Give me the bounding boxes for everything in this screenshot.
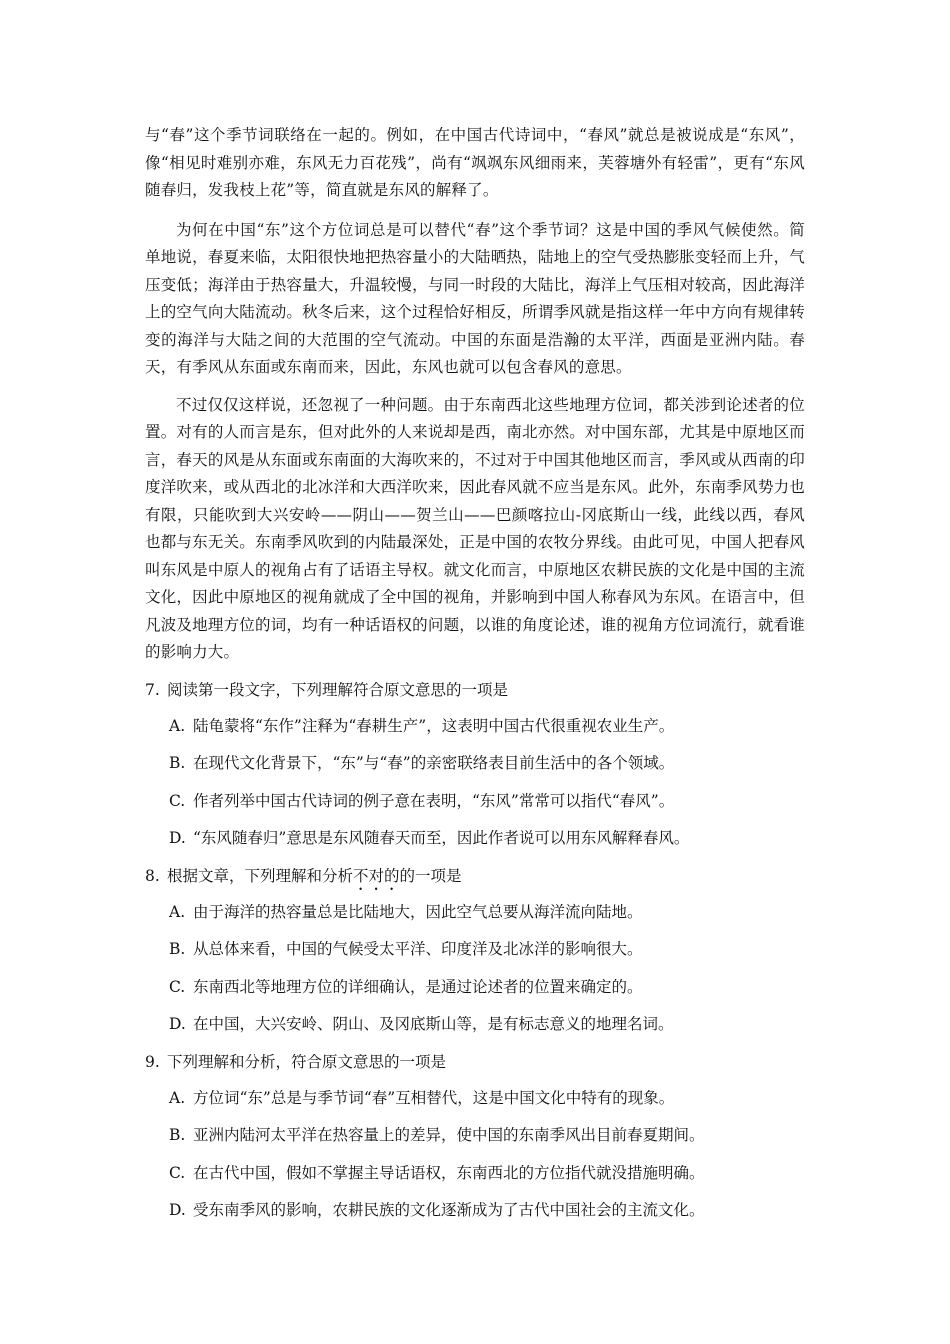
option-letter: C. — [169, 1163, 186, 1182]
question-number: 8. — [145, 866, 160, 885]
option-text: 亚洲内陆河太平洋在热容量上的差异，使中国的东南季风出目前春夏期间。 — [193, 1126, 705, 1144]
option-b[interactable] — [169, 752, 805, 790]
option-a[interactable] — [169, 1087, 805, 1125]
question-number: 7. — [145, 680, 160, 699]
option-d[interactable] — [169, 1199, 805, 1237]
option-text: “东风随春归”意思是东风随春天而至，因此作者说可以用东风解释春风。 — [193, 829, 690, 847]
option-text: 由于海洋的热容量总是比陆地大，因此空气总要从海洋流向陆地。 — [193, 902, 643, 921]
option-text: 方位词“东”总是与季节词“春”互相替代，这是中国文化中特有的现象。 — [193, 1088, 675, 1107]
option-d[interactable] — [169, 827, 805, 865]
option-letter: C. — [169, 791, 186, 810]
option-text: 作者列举中国古代诗词的例子意在表明，“东风”常常可以指代“春风”。 — [193, 791, 675, 810]
exam-page — [145, 122, 805, 1237]
option-text: 受东南季风的影响，农耕民族的文化逐渐成为了古代中国社会的主流文化。 — [193, 1201, 705, 1219]
emphasized-text: 不对的 — [353, 866, 400, 885]
question-7 — [145, 679, 805, 865]
option-c[interactable] — [169, 1162, 805, 1200]
option-text: 东南西北等地理方位的详细确认，是通过论述者的位置来确定的。 — [193, 977, 643, 996]
option-letter: A. — [169, 716, 186, 735]
question-8 — [145, 865, 805, 1051]
option-d[interactable] — [169, 1013, 805, 1051]
option-letter: B. — [169, 1126, 186, 1144]
option-letter: B. — [169, 754, 186, 772]
option-c[interactable] — [169, 790, 805, 828]
question-text-before: 根据文章，下列理解和分析 — [167, 866, 354, 885]
question-stem — [145, 1051, 805, 1087]
question-text: 阅读第一段文字，下列理解符合原文意思的一项是 — [167, 680, 509, 699]
option-letter: D. — [169, 1201, 186, 1219]
question-stem — [145, 865, 805, 901]
question-stem — [145, 679, 805, 715]
option-letter: C. — [169, 977, 186, 996]
passage-paragraph-3: 不过仅仅这样说，还忽视了一种问题。由于东南西北这些地理方位词，都关涉到论述者的位置。对有的人而言是东，但对此外的人来说却是西，南北亦然。对中国东部，尤其是中原地区而言，春天的风是从东面或东南面的大海吹来的，不过对于中国其他地区而言，季风或从西南的印度洋吹来，或从西北的北冰洋和大西洋吹来，因此春风就不应当是东风。此外，东南季风势力也有限，只能吹到大兴安岭——阴山——贺兰山——巴颜喀拉山-冈底斯山一线，此线以西，春风也都与东无关。东南季风吹到的内陆最深处，正是中国的农牧分界线。由此可见，中国人把春风叫东风是中原人的视角占有了话语主导权。就文化而言，中原地区农耕民族的文化是中国的主流文化，因此中原地区的视角就成了全中国的视角，并影响到中国人称春风为东风。在语言中，但凡波及地理方位的词，均有一种话语权的问题，以谁的角度论述，谁的视角方位词流行，就看谁的影响力大。 — [145, 395, 805, 661]
option-letter: D. — [169, 829, 186, 847]
option-letter: A. — [169, 1088, 186, 1107]
option-letter: B. — [169, 940, 186, 958]
option-text: 从总体来看，中国的气候受太平洋、印度洋及北冰洋的影响很大。 — [193, 940, 643, 958]
question-text-after: 的一项是 — [399, 866, 462, 885]
passage-paragraph-1: 与“春”这个季节词联络在一起的。例如，在中国古代诗词中，“春风”就总是被说成是“东风”，像“相见时难别亦难，东风无力百花残”，尚有“飒飒东风细雨来，芙蓉塘外有轻雷”，更有“东风随春归，发我枝上花”等，简直就是东风的解释了。 — [145, 126, 805, 199]
option-a[interactable] — [169, 901, 805, 939]
option-letter: A. — [169, 902, 186, 921]
option-text: 在古代中国，假如不掌握主导话语权，东南西北的方位指代就没措施明确。 — [193, 1163, 705, 1182]
option-c[interactable] — [169, 976, 805, 1014]
option-letter: D. — [169, 1015, 186, 1033]
option-b[interactable] — [169, 1124, 805, 1162]
question-number: 9. — [145, 1052, 160, 1071]
option-text: 在现代文化背景下，“东”与“春”的亲密联络表目前生活中的各个领域。 — [193, 754, 675, 772]
question-text: 下列理解和分析，符合原文意思的一项是 — [167, 1052, 447, 1071]
option-text: 在中国，大兴安岭、阴山、及冈底斯山等，是有标志意义的地理名词。 — [193, 1015, 674, 1033]
option-text: 陆龟蒙将“东作”注释为“春耕生产”，这表明中国古代很重视农业生产。 — [193, 716, 675, 735]
passage-paragraph-2: 为何在中国“东”这个方位词总是可以替代“春”这个季节词？这是中国的季风气候使然。简单地说，春夏来临，太阳很快地把热容量小的大陆晒热，陆地上的空气受热膨胀变轻而上升，气压变低；海洋由于热容量大，升温较慢，与同一时段的大陆比，海洋上气压相对较高，因此海洋上的空气向大陆流动。秋冬后来，这个过程恰好相反，所谓季风就是指这样一年中方向有规律转变的海洋与大陆之间的大范围的空气流动。中国的东面是浩瀚的太平洋，西面是亚洲内陆。春天，有季风从东面或东南而来，因此，东风也就可以包含春风的意思。 — [145, 220, 805, 376]
option-a[interactable] — [169, 715, 805, 753]
option-b[interactable] — [169, 938, 805, 976]
question-9 — [145, 1051, 805, 1237]
